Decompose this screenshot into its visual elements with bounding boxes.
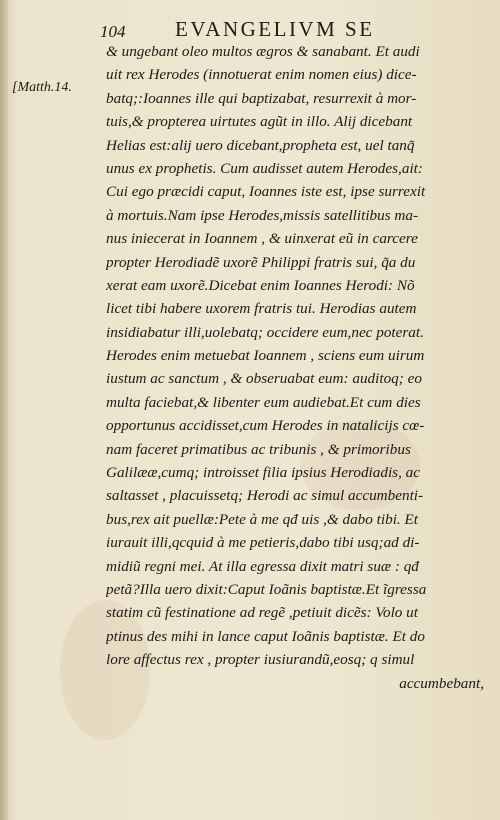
text-line: Cui ego præcidi caput, Ioannes iste est, ipse surrexit (106, 183, 426, 201)
text-line: unus ex prophetis. Cum audisset autem Herodes,ait: (106, 159, 423, 177)
text-line: Helias est:alij uero dicebant,propheta est, uel tanq̃ (106, 136, 415, 154)
binding-gutter (0, 0, 8, 820)
text-line: petã?Illa uero dixit:Caput Ioãnis baptistæ.Et ĩgressa (106, 580, 427, 598)
text-line: propter Herodiadẽ uxorẽ Philippi fratris sui, q̃a du (106, 253, 416, 271)
text-line: opportunus accidisset,cum Herodes in natalicijs cœ- (106, 417, 425, 435)
text-line: Herodes enim metuebat Ioannem , sciens eum uirum (106, 347, 425, 365)
text-line: multa faciebat,& libenter eum audiebat.Et cum dies (106, 393, 421, 411)
body-text (106, 40, 486, 695)
text-line: Galilææ,cumq; introisset filia ipsius Herodiadis, ac (106, 464, 421, 482)
text-line: bus,rex ait puellæ:Pete à me qđ uis ,& dabo tibi. Et (106, 510, 419, 528)
text-line: midiũ regni mei. At illa egressa dixit matri suæ : qđ (106, 557, 419, 575)
margin-reference: [Matth.14. (12, 80, 72, 95)
text-line: xerat eam uxorẽ.Dicebat enim Ioannes Herodi: Nõ (106, 276, 415, 294)
text-line: uit rex Herodes (innotuerat enim nomen eius) dice- (106, 66, 417, 84)
text-line: nus iniecerat in Ioannem , & uinxerat eũ in carcere (106, 230, 418, 248)
text-line: insidiabatur illi,uolebatq; occidere eum,nec poterat. (106, 323, 424, 341)
text-line: batq;:Ioannes ille qui baptizabat, resurrexit à mor- (106, 89, 417, 107)
text-line: lore affectus rex , propter iusiurandũ,eosq; q simul (106, 651, 415, 669)
text-line: licet tibi habere uxorem fratris tui. Herodias autem (106, 300, 417, 318)
catchword: accumbebant, (399, 674, 484, 692)
text-line: nam faceret primatibus ac tribunis , & primoribus (106, 440, 411, 458)
page-number: 104 (100, 22, 126, 41)
text-line: à mortuis.Nam ipse Herodes,missis satellitibus ma- (106, 206, 419, 224)
text-line: tuis,& propterea uirtutes agũt in illo. Alij dicebant (106, 113, 413, 131)
text-line: saltasset , placuissetq; Herodi ac simul accumbenti- (106, 487, 424, 505)
text-line: iustum ac sanctum , & obseruabat eum: auditoq; eo (106, 370, 422, 388)
text-line: ptinus des mihi in lance caput Ioãnis baptistæ. Et do (106, 627, 425, 645)
running-head: EVANGELIVM SE (175, 17, 375, 41)
text-line: & ungebant oleo multos ægros & sanabant. Et audi (106, 43, 420, 60)
text-line: statim cũ festinatione ad regẽ ,petiuit dicẽs: Volo ut (106, 604, 418, 622)
text-line: iurauit illi,qcquid à me petieris,dabo tibi usq;ad di- (106, 534, 420, 552)
